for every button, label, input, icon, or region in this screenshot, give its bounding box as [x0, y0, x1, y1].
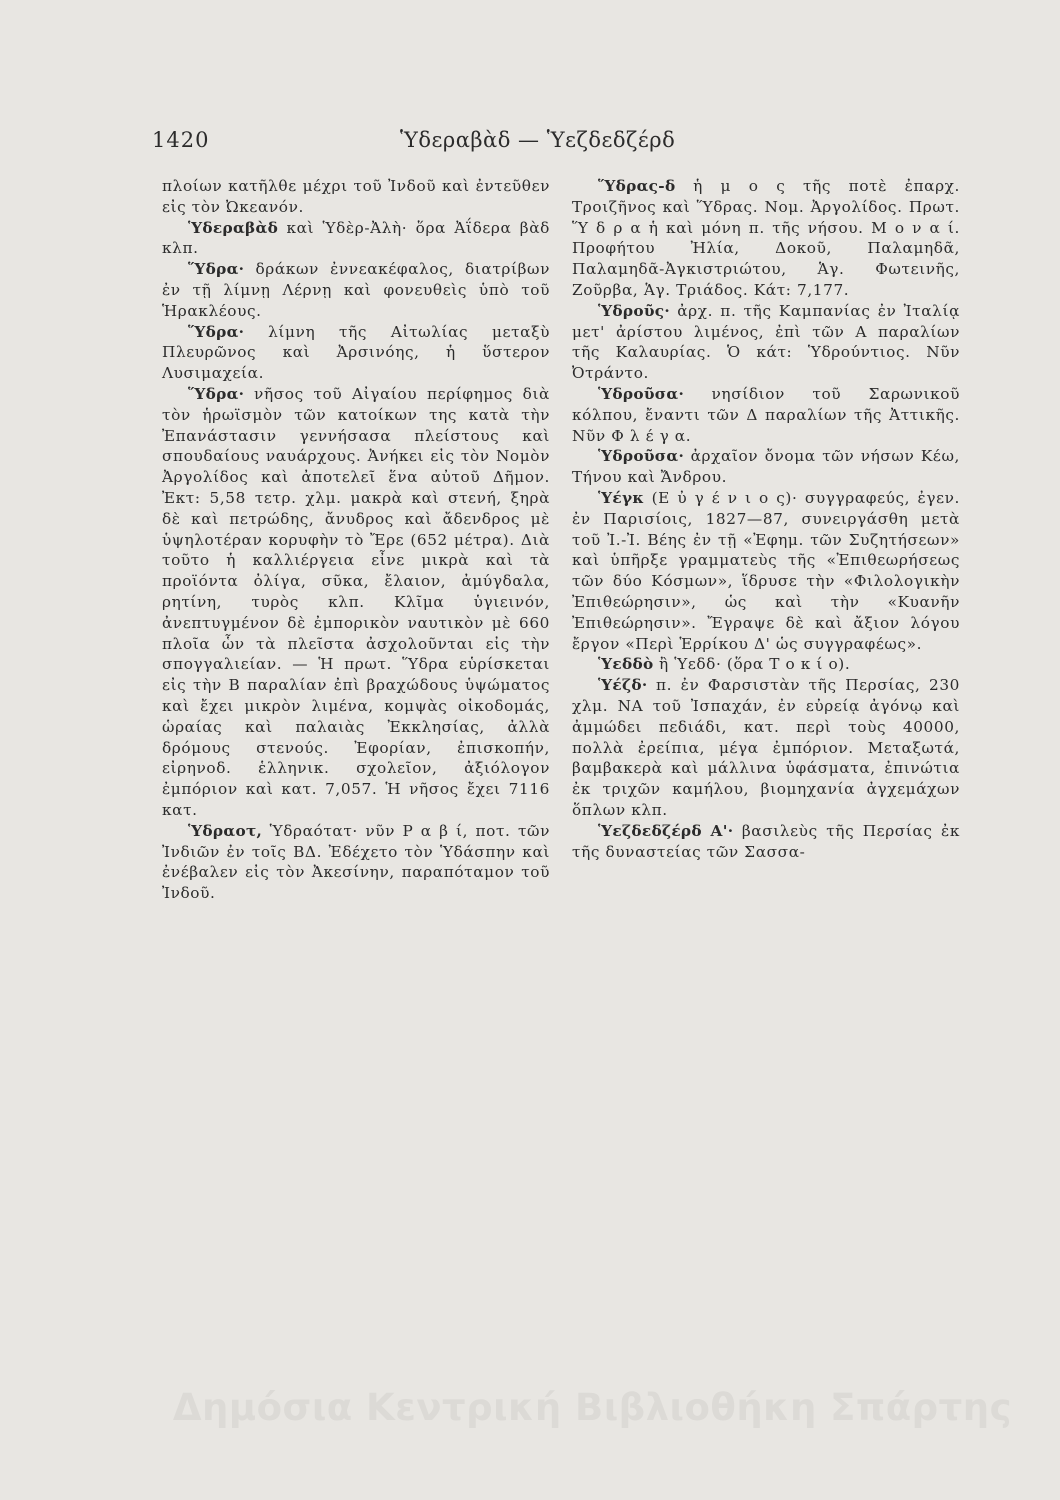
entry-text: ἀρχ. π. τῆς Καμπανίας ἐν Ἰταλίᾳ μετ' ἀρίστου λιμένος, ἐπὶ τῶν Α παραλίων τῆς Καλαυρίας. Ὁ κάτ: Ὑδρούντιος. Νῦν Ὀτράντο. — [572, 301, 960, 383]
entry-headword: Ὑέζδ· — [598, 676, 648, 695]
entry-text: νησίδιον τοῦ Σαρωνικοῦ κόλπου, ἔναντι τῶν Δ παραλίων τῆς Ἀττικῆς. Νῦν Φ λ έ γ α. — [572, 384, 960, 445]
entry-headword: Ὕδρα· — [188, 384, 245, 403]
entry-text: π. ἐν Φαρσιστὰν τῆς Περσίας, 230 χλμ. ΝΑ τοῦ Ἰσπαχάν, ἐν εὐρείᾳ ἀγόνῳ καὶ ἀμμώδει πεδιάδι, κατ. περὶ τοὺς 40000, πολλὰ ἐρείπια, μέγα ἐμπόριον. Μεταξωτά, βαμβακερὰ καὶ μάλλινα ὑφάσματα, ἐπινώτια ἐκ τριχῶν καμήλου, βιομηχανία ἀγχεμάχων ὅπλων κλπ. — [572, 676, 960, 819]
entry-text: πλοίων κατῆλθε μέχρι τοῦ Ἰνδοῦ καὶ ἐντεῦθεν εἰς τὸν Ὠκεανόν. — [162, 177, 550, 216]
entry-headword: Ὑδροῦσα· — [598, 447, 685, 466]
entry-headword: Ὑδροῦσα· — [598, 384, 685, 403]
entry-text: Ὑδραότατ· νῦν Ρ α β ί, ποτ. τῶν Ἰνδιῶν ἐν τοῖς ΒΔ. Ἐδέχετο τὸν Ὑδάσπην καὶ ἐνέβαλεν εἰς τὸν Ἀκεσίνην, παραπόταμον τοῦ Ἰνδοῦ. — [162, 821, 550, 903]
entry-paragraph — [162, 259, 550, 321]
entry-headword: Ὕδρα· — [188, 260, 245, 279]
entry-paragraph — [162, 218, 550, 260]
entry-paragraph — [162, 384, 550, 821]
entry-paragraph — [572, 446, 960, 488]
entry-text: λίμνη τῆς Αἰτωλίας μεταξὺ Πλευρῶνος καὶ Ἀρσινόης, ἡ ὕστερον Λυσιμαχεία. — [162, 322, 550, 383]
entry-headword: Ὑέγκ — [598, 488, 645, 507]
entry-paragraph — [572, 675, 960, 821]
entry-paragraph — [572, 384, 960, 446]
entry-paragraph — [162, 322, 550, 384]
left-column — [162, 176, 550, 904]
entry-text: δράκων ἐννεακέφαλος, διατρίβων ἐν τῇ λίμνῃ Λέρνῃ καὶ φονευθεὶς ὑπὸ τοῦ Ἡρακλέους. — [162, 260, 550, 320]
entry-paragraph — [572, 176, 960, 301]
entry-text: ἡ μ ο ς τῆς ποτὲ ἐπαρχ. Τροιζῆνος καὶ Ὕδρας. Νομ. Ἀργολίδος. Πρωτ. Ὕ δ ρ α ἡ καὶ μόνη π. τῆς νήσου. Μ ο ν α ί. Προφήτου Ἠλία, Δοκοῦ, Παλαμηδᾶ, Παλαμηδᾶ-Ἀγκιστριώτου, Ἁγ. Φωτεινῆς, Ζοῦρβα, Ἁγ. Τριάδος. Κάτ: 7,177. — [572, 177, 960, 299]
entry-headword: Ὑεδδὸ — [598, 655, 654, 674]
entry-text: βασιλεὺς τῆς Περσίας ἐκ τῆς δυναστείας τῶν Σασσα- — [572, 821, 960, 861]
entry-paragraph — [162, 176, 550, 218]
entry-headword: Ὑδροῦς· — [598, 301, 671, 320]
entry-headword: Ὑδραοτ, — [188, 821, 263, 840]
entry-paragraph — [572, 488, 960, 654]
entry-headword: Ὑεζδεδζέρδ Α'· — [598, 821, 734, 840]
entry-paragraph — [572, 301, 960, 384]
entry-text: (Ε ὐ γ έ ν ι ο ς)· συγγραφεύς, ἐγεν. ἐν Παρισίοις, 1827—87, συνειργάσθη μετὰ τοῦ Ἰ.-Ἰ. Βέης ἐν τῇ «Ἐφημ. τῶν Συζητήσεων» καὶ ὑπῆρξε γραμματεὺς τῆς «Ἐπιθεωρήσεως τῶν δύο Κόσμων», ἵδρυσε τὴν «Φιλολογικὴν Ἐπιθεώρησιν», ὡς καὶ τὴν «Κυανῆν Ἐπιθεώρησιν». Ἔγραψε δὲ καὶ ἄξιον λόγου ἔργον «Περὶ Ἑρρίκου Δ' ὡς συγγραφέως». — [572, 488, 960, 653]
right-column — [572, 176, 960, 862]
entry-text: ἀρχαῖον ὄνομα τῶν νήσων Κέω, Τήνου καὶ Ἄνδρου. — [572, 447, 960, 487]
entry-text: καὶ Ὑδὲρ-Ἀλὴ· ὅρα Ἀΐδερα βὰδ κλπ. — [162, 218, 550, 258]
running-title: Ὑδεραβὰδ — Ὑεζδεδζέρδ — [400, 128, 676, 152]
entry-paragraph — [162, 821, 550, 904]
entry-headword: Ὑδεραβὰδ — [188, 218, 279, 237]
entry-text: νῆσος τοῦ Αἰγαίου περίφημος διὰ τὸν ἡρωϊσμὸν τῶν κατοίκων της κατὰ τὴν Ἐπανάστασιν γεννήσασα πλείστους καὶ σπουδαίους ναυάρχους. Ἀνήκει εἰς τὸν Νομὸν Ἀργολίδος καὶ ἀποτελεῖ ἕνα αὐτοῦ Δῆμον. Ἐκτ: 5,58 τετρ. χλμ. μακρὰ καὶ στενή, ξηρὰ δὲ καὶ πετρώδης, ἄνυδρος καὶ ἄδενδρος μὲ ὑψηλοτέραν κορυφὴν τὸ Ἔρε (652 μέτρα). Διὰ τοῦτο ἡ καλλιέργεια εἶνε μικρὰ καὶ τὰ προϊόντα ὀλίγα, σῦκα, ἔλαιον, ἀμύγδαλα, ρητίνη, τυρὸς κλπ. Κλῖμα ὑγιεινόν, ἀνεπτυγμένον δὲ ἐμπορικὸν ναυτικὸν μὲ 660 πλοῖα ὧν τὰ πλεῖστα ἀσχολοῦνται εἰς τὴν σπογγαλιείαν. — Ἡ πρωτ. Ὕδρα εὑρίσκεται εἰς τὴν Β παραλίαν ἐπὶ βραχώδους ὑψώματος καὶ ἔχει μικρὸν λιμένα, κομψὰς οἰκοδομάς, ὡραίας καὶ παλαιὰς Ἐκκλησίας, ἀλλὰ δρόμους στενούς. Ἐφορίαν, ἐπισκοπήν, εἰρηνοδ. ἑλληνικ. σχολεῖον, ἀξιόλογον ἐμπόριον καὶ κατ. 7,057. Ἡ νῆσος ἔχει 7116 κατ. — [162, 384, 550, 819]
library-watermark: Δημόσια Κεντρική Βιβλιοθήκη Σπάρτης — [172, 1386, 1012, 1429]
entry-headword: Ὕδρα· — [188, 322, 245, 341]
running-header — [0, 128, 1060, 158]
entry-headword: Ὕδρας-δ — [598, 177, 676, 195]
entry-paragraph — [572, 821, 960, 863]
entry-paragraph — [572, 654, 960, 675]
entry-text: ἢ Ὑεδδ· (ὅρα Τ ο κ ί ο). — [653, 655, 851, 674]
page-number: 1420 — [152, 128, 210, 152]
